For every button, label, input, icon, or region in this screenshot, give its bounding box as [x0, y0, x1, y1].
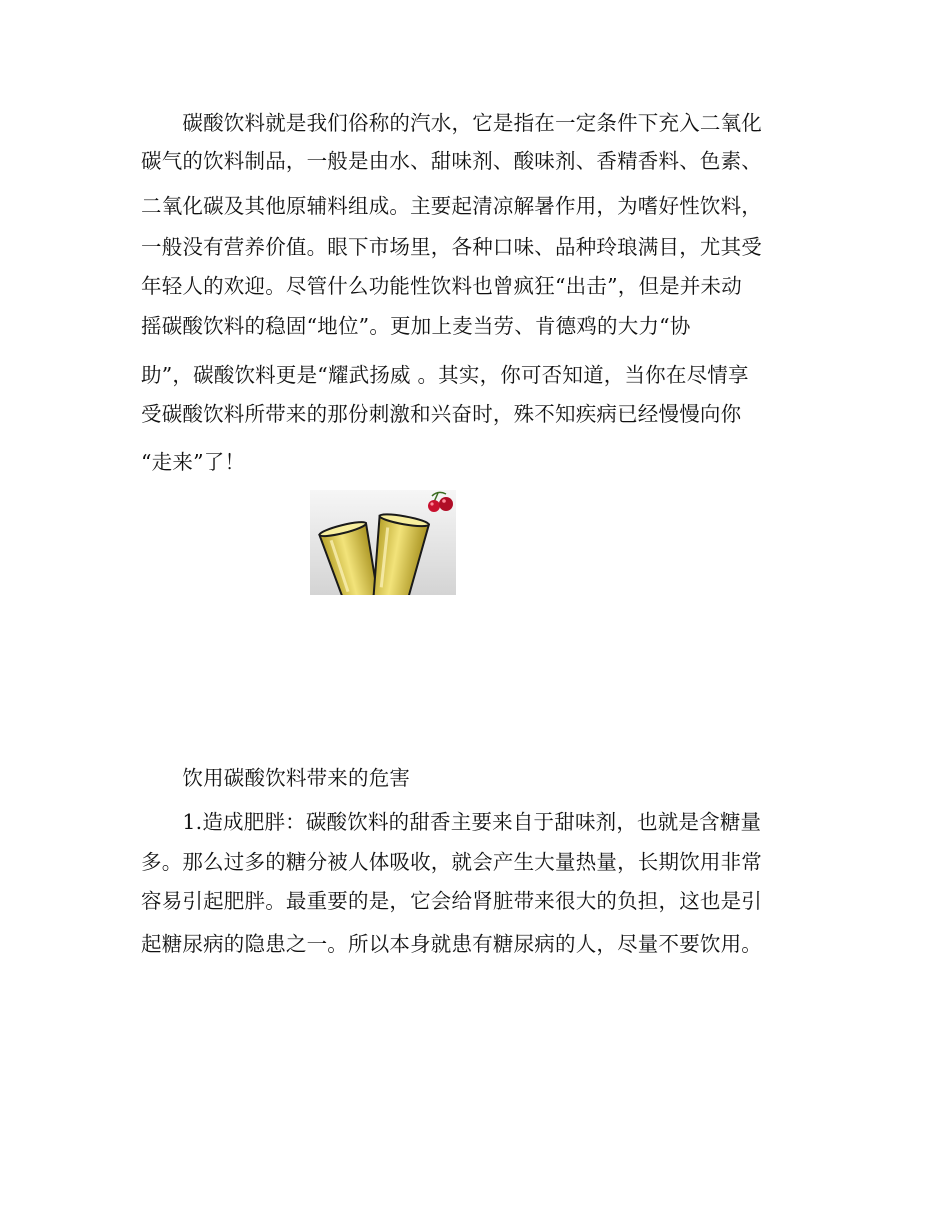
intro-line-5: 年轻人的欢迎。尽管什么功能性饮料也曾疯狂“出击”，但是并未动 — [141, 274, 742, 298]
intro-line-9: “走来”了！ — [141, 450, 246, 474]
intro-line-1: 碳酸饮料就是我们俗称的汽水，它是指在一定条件下充入二氧化 — [141, 111, 762, 135]
point1-line-1: 1.造成肥胖：碳酸饮料的甜香主要来自于甜味剂，也就是含糖量 — [141, 810, 762, 834]
intro-line-7: 助”，碳酸饮料更是“耀武扬威 。其实，你可否知道，当你在尽情享 — [141, 363, 749, 387]
intro-line-3: 二氧化碳及其他原辅料组成。主要起清凉解暑作用，为嗜好性饮料， — [141, 194, 762, 218]
intro-line-2: 碳气的饮料制品，一般是由水、甜味剂、酸味剂、香精香料、色素、 — [141, 149, 762, 173]
intro-line-4: 一般没有营养价值。眼下市场里，各种口味、品种玲琅满目，尤其受 — [141, 235, 762, 259]
point1-line-3: 容易引起肥胖。最重要的是，它会给肾脏带来很大的负担，这也是引 — [141, 889, 762, 913]
intro-line-6: 摇碳酸饮料的稳固“地位”。更加上麦当劳、肯德鸡的大力“协 — [141, 314, 691, 338]
section-title: 饮用碳酸饮料带来的危害 — [141, 766, 411, 790]
champagne-glasses-image — [310, 490, 456, 595]
champagne-glasses-illustration — [310, 490, 456, 595]
point1-line-4: 起糖尿病的隐患之一。所以本身就患有糖尿病的人，尽量不要饮用。 — [141, 932, 762, 956]
intro-line-8: 受碳酸饮料所带来的那份刺激和兴奋时，殊不知疾病已经慢慢向你 — [141, 402, 742, 426]
point1-line-2: 多。那么过多的糖分被人体吸收，就会产生大量热量，长期饮用非常 — [141, 850, 762, 874]
